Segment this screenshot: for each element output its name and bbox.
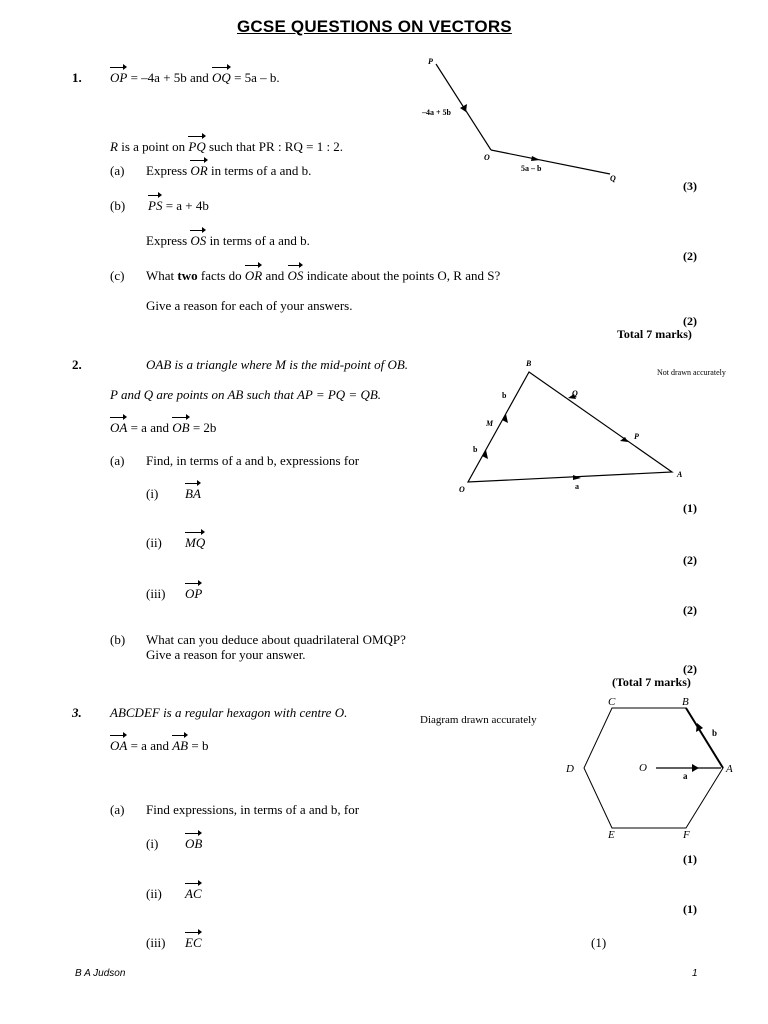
q2-line1: OAB is a triangle where M is the mid-point of OB. [146, 357, 409, 372]
label-p-q2: P [634, 432, 639, 441]
vector-oa: OA [110, 420, 128, 435]
label-q: Q [610, 174, 616, 183]
q2b-label: (b) [110, 632, 126, 647]
q1b-text-1: Express [146, 233, 191, 248]
q1b-given [148, 198, 209, 214]
vector-os: OS [190, 233, 207, 248]
q1-total: Total 7 marks) [617, 327, 692, 341]
q3aii-marks: (1) [683, 902, 697, 916]
q2-given [110, 420, 216, 436]
footer-author: B A Judson [75, 968, 126, 979]
oa-arrow-icon [573, 475, 581, 480]
q2ai-marks: (1) [683, 501, 697, 515]
q1b-text-2: in terms of a and b. [206, 233, 310, 248]
op-vector-label: –4a + 5b [422, 108, 452, 117]
q1a-marks: (3) [683, 179, 697, 193]
label-b-vector-2: b [473, 445, 478, 454]
q1c-text-4: indicate about the points O, R and S? [303, 268, 501, 283]
vector-or-2: OR [244, 268, 263, 283]
q1-r-statement [110, 139, 343, 155]
op-arrow-icon [460, 104, 467, 112]
q2-total: (Total 7 marks) [612, 675, 691, 689]
op-value: = –4a + 5b and [127, 70, 213, 85]
q3-hexagon-diagram [560, 690, 750, 850]
q3-line1: ABCDEF is a regular hexagon with centre O. [110, 705, 348, 720]
q1-given [110, 70, 280, 86]
label-f: F [683, 829, 690, 841]
q2a-text: Find, in terms of a and b, expressions for [146, 453, 360, 468]
q2b-marks: (2) [683, 662, 697, 676]
label-q-q2: Q [572, 389, 578, 398]
ab-value: = b [188, 738, 209, 753]
vector-ba: BA [185, 486, 201, 501]
label-c: C [608, 696, 616, 708]
footer-page-number: 1 [692, 968, 698, 979]
q3aiii-label: (iii) [146, 935, 166, 950]
label-o-q3: O [639, 762, 647, 774]
q3a-text: Find expressions, in terms of a and b, for [146, 802, 360, 817]
vector-ab: AB [172, 738, 189, 753]
q1-number: 1. [72, 70, 82, 85]
oa-value-q3: = a and [127, 738, 173, 753]
label-a-vector: a [575, 482, 579, 491]
label-o-q2: O [459, 485, 465, 494]
label-o: O [484, 153, 490, 162]
q2-diagram [450, 352, 690, 497]
q2aii-marks: (2) [683, 553, 697, 567]
label-a: A [677, 470, 683, 479]
vector-ob: OB [172, 420, 190, 435]
vector-oa-q3: OA [110, 738, 128, 753]
q2a-label: (a) [110, 453, 125, 468]
r-ratio: such that PR : RQ = 1 : 2. [205, 139, 344, 154]
label-e: E [608, 829, 615, 841]
ps-value: = a + 4b [162, 198, 209, 213]
q3ai-label: (i) [146, 836, 159, 851]
triangle-oab [468, 372, 672, 482]
vector-pq: PQ [188, 139, 206, 154]
q1c-label: (c) [110, 268, 125, 283]
vector-ps: PS [148, 198, 163, 213]
q2-note: Not drawn accurately [657, 368, 726, 377]
vector-or: OR [190, 163, 208, 178]
label-m: M [486, 419, 494, 428]
q2-line2: P and Q are points on AB such that AP = PQ = QB. [110, 387, 382, 402]
q1a-label: (a) [110, 163, 125, 178]
q1c-marks: (2) [683, 314, 697, 328]
q2aiii-label: (iii) [146, 586, 166, 601]
q1c-text [146, 268, 500, 284]
label-p: P [428, 57, 433, 66]
ob-value: = 2b [189, 420, 217, 435]
oq-value: = 5a – b. [230, 70, 280, 85]
label-b-vector-1: b [502, 391, 507, 400]
label-a-q3: A [726, 763, 733, 775]
q2aii-label: (ii) [146, 535, 162, 550]
q3-given [110, 738, 208, 754]
q1a-text-2: in terms of a and b. [207, 163, 312, 178]
q1a-text-1: Express [146, 163, 191, 178]
label-a-vector-q3: a [683, 771, 688, 781]
oa-value: = a and [127, 420, 173, 435]
vector-op: OP [110, 70, 128, 85]
oq-arrow-icon [531, 156, 540, 161]
q1b-label: (b) [110, 198, 126, 213]
q1-diagram [420, 52, 630, 184]
vector-ec: EC [185, 935, 202, 950]
label-b: B [526, 359, 532, 368]
q1c-reason: Give a reason for each of your answers. [146, 298, 353, 313]
page-title: GCSE QUESTIONS ON VECTORS [237, 17, 512, 36]
q1c-two: two [177, 268, 198, 283]
q3ai-marks: (1) [683, 852, 697, 866]
q2aiii-marks: (2) [683, 603, 697, 617]
q1c-text-3: and [262, 268, 288, 283]
q3a-label: (a) [110, 802, 125, 817]
oa-arrow-icon-q3 [692, 764, 699, 772]
q2-number: 2. [72, 357, 82, 372]
vector-ac: AC [185, 886, 202, 901]
vector-mq: MQ [185, 535, 206, 550]
r-text: is a point on [117, 139, 189, 154]
q1b-text [146, 233, 310, 249]
ab-vector-line [686, 708, 723, 768]
vector-op-q2: OP [185, 586, 203, 601]
q2b-text-1: What can you deduce about quadrilateral OMQP? [146, 632, 406, 647]
vector-os-2: OS [287, 268, 304, 283]
label-b-q3: B [682, 696, 689, 708]
q1b-marks: (2) [683, 249, 697, 263]
q3aii-label: (ii) [146, 886, 162, 901]
q3-note: Diagram drawn accurately [420, 714, 537, 726]
q3aiii-marks: (1) [591, 935, 607, 950]
oq-vector-label: 5a – b [521, 164, 542, 173]
vector-ob-q3: OB [185, 836, 203, 851]
vector-oq: OQ [212, 70, 231, 85]
label-b-vector-q3: b [712, 728, 718, 738]
r-point: R [110, 139, 118, 154]
q2ai-label: (i) [146, 486, 159, 501]
q1c-text-1: What [146, 268, 178, 283]
label-d: D [566, 763, 574, 775]
q3-number: 3. [72, 705, 82, 720]
oq-line [491, 150, 610, 174]
q2b-text-2: Give a reason for your answer. [146, 647, 306, 662]
q1c-text-2: facts do [197, 268, 245, 283]
q1a-text [146, 163, 311, 179]
